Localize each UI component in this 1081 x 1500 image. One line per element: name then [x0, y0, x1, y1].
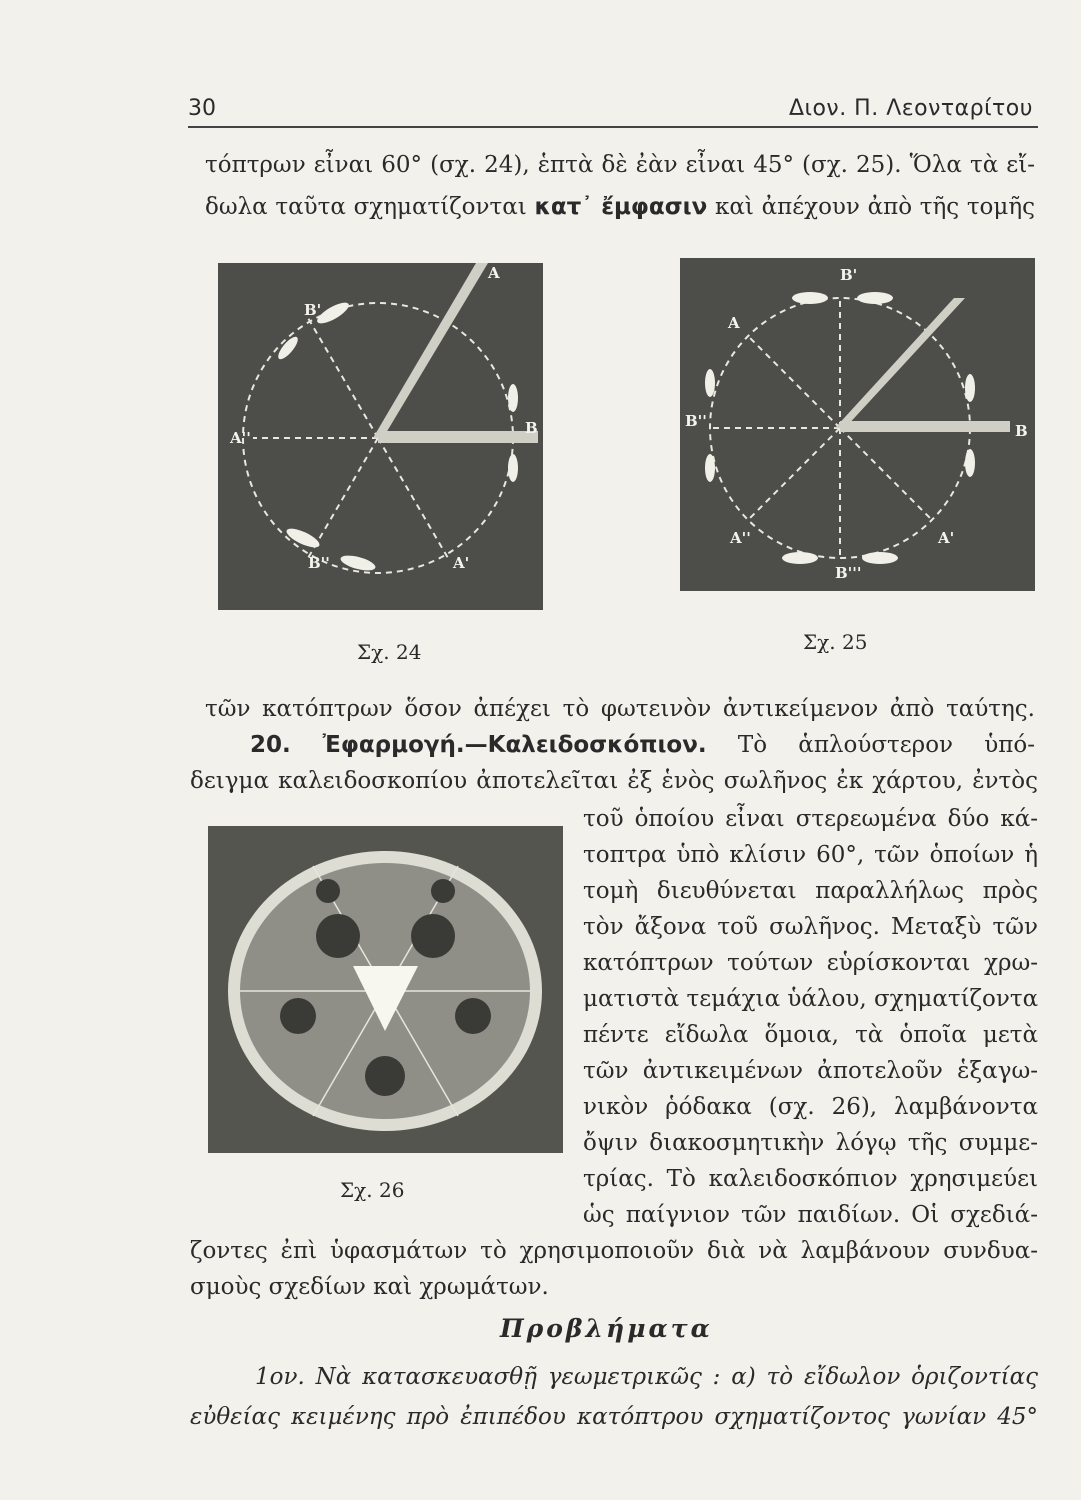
paragraph-line: ζοντες ἐπὶ ὑφασμάτων τὸ χρησιμοποιοῦν διὰ νὰ λαμβάνουν συνδυα- [190, 1238, 1038, 1264]
figure-label: A' [453, 554, 470, 572]
paragraph-line: κατόπτρων τούτων εὑρίσκονται χρω- [583, 950, 1038, 976]
paragraph-line: ὄψιν διακοσμητικὴν λόγῳ τῆς συμμε- [583, 1130, 1038, 1156]
paragraph-line: νικὸν ῥόδακα (σχ. 26), λαμβάνοντα [583, 1094, 1038, 1120]
figure-26-drawing [208, 826, 563, 1153]
paragraph-line [250, 730, 1035, 760]
figure-label: A' [938, 529, 955, 547]
paragraph-line: τῶν ἀντικειμένων ἀποτελοῦν ἑξαγω- [583, 1058, 1038, 1084]
section-heading: 20. Ἐφαρμογή.—Καλειδοσκόπιον. [250, 732, 707, 758]
figure-label: B [525, 419, 538, 437]
running-head: Διον. Π. Λεονταρίτου [788, 96, 1033, 121]
paragraph-line: ματιστὰ τεμάχια ὑάλου, σχηματίζοντα [583, 986, 1039, 1012]
problem-line: 1ον. Νὰ κατασκευασθῇ γεωμετρικῶς : α) τὸ εἴδωλον ὁριζοντίας [255, 1364, 1038, 1390]
emphasis-term: κατ᾿ ἔμφασιν [534, 194, 708, 220]
figure-24-drawing [218, 263, 543, 610]
figure-24-caption: Σχ. 24 [357, 640, 422, 664]
figure-label: B'' [685, 412, 707, 430]
figure-25-drawing [680, 258, 1035, 591]
paragraph-line: τρίας. Τὸ καλειδοσκόπιον χρησιμεύει [583, 1166, 1038, 1192]
figure-label: A'' [730, 529, 751, 547]
paragraph-line: πέντε εἴδωλα ὅμοια, τὰ ὁποῖα μετὰ [583, 1022, 1038, 1048]
figure-25-caption: Σχ. 25 [803, 630, 868, 654]
paragraph-line: σμοὺς σχεδίων καὶ χρωμάτων. [190, 1274, 549, 1300]
figure-26-caption: Σχ. 26 [340, 1178, 405, 1202]
paragraph-line: ὡς παίγνιον τῶν παιδίων. Οἱ σχεδιά- [583, 1202, 1038, 1228]
paragraph-line: δειγμα καλειδοσκοπίου ἀποτελεῖται ἐξ ἑνὸς σωλῆνος ἐκ χάρτου, ἐντὸς [190, 768, 1038, 794]
figure-label: B'' [308, 554, 330, 572]
figure-26 [208, 826, 563, 1153]
problems-heading: Προβλήματα [500, 1314, 713, 1343]
paragraph-line: τοπτρα ὑπὸ κλίσιν 60°, τῶν ὁποίων ἡ [583, 842, 1038, 868]
figure-label: A'' [230, 429, 251, 447]
paragraph-line: τῶν κατόπτρων ὅσον ἀπέχει τὸ φωτεινὸν ἀντικείμενον ἀπὸ ταύτης. [205, 696, 1035, 722]
text-span: Τὸ ἁπλούστερον ὑπό- [737, 732, 1035, 758]
paragraph-line: τοῦ ὁποίου εἶναι στερεωμένα δύο κά- [583, 806, 1038, 832]
figure-24 [218, 263, 543, 610]
problem-line: εὐθείας κειμένης πρὸ ἐπιπέδου κατόπτρου σχηματίζοντος γωνίαν 45° [190, 1404, 1038, 1430]
paragraph-line: τόπτρων εἶναι 60° (σχ. 24), ἑπτὰ δὲ ἐὰν εἶναι 45° (σχ. 25). Ὅλα τὰ εἴ- [205, 152, 1035, 178]
header-rule [188, 126, 1038, 128]
text-span: καὶ ἀπέχουν ἀπὸ τῆς τομῆς [714, 194, 1036, 220]
page-number: 30 [188, 96, 216, 121]
figure-label: B''' [835, 564, 862, 582]
figure-label: A [728, 314, 740, 332]
figure-25 [680, 258, 1035, 591]
paragraph-line: τὸν ἄξονα τοῦ σωλῆνος. Μεταξὺ τῶν [583, 914, 1038, 940]
paragraph-line [205, 192, 1035, 222]
figure-label: A [488, 264, 500, 282]
figure-label: B' [304, 301, 322, 319]
figure-label: B' [840, 266, 858, 284]
paragraph-line: τομὴ διευθύνεται παραλλήλως πρὸς [583, 878, 1038, 904]
text-span: δωλα ταῦτα σχηματίζονται [205, 194, 527, 220]
figure-label: B [1015, 422, 1028, 440]
